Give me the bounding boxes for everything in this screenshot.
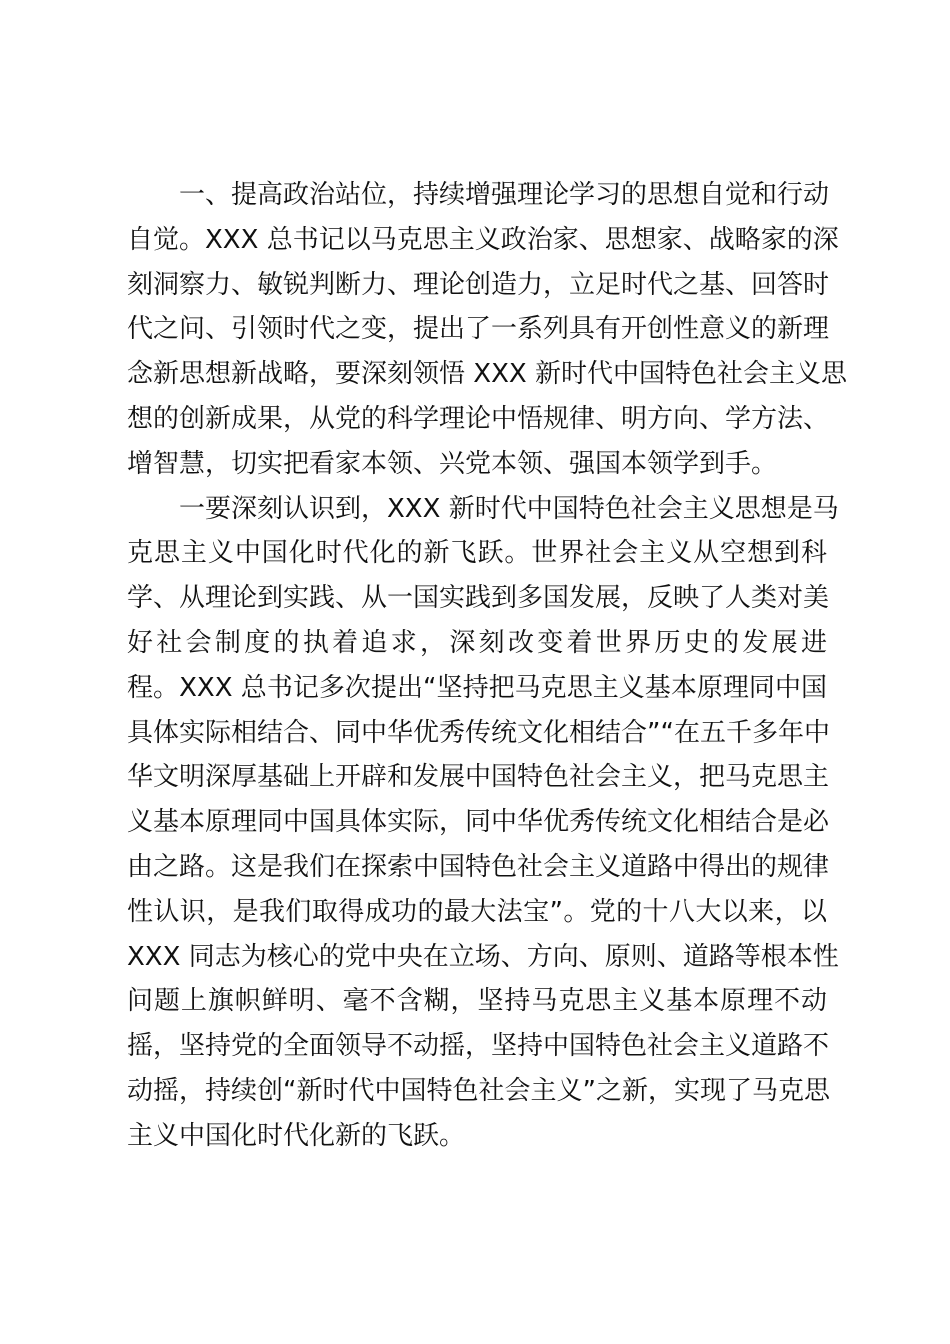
paragraph-line: 刻洞察力、敏锐判断力、理论创造力，立足时代之基、回答时 (127, 269, 830, 300)
paragraph-line: 增智慧，切实把看家本领、兴党本领、强国本领学到手。 (127, 448, 778, 479)
paragraph-line: 克思主义中国化时代化的新飞跃。世界社会主义从空想到科 (127, 538, 827, 569)
paragraph-2 (127, 487, 839, 1159)
paragraph-line: 主义中国化时代化新的飞跃。 (127, 1120, 466, 1151)
paragraph-line: 性认识，是我们取得成功的最大法宝”。党的十八大以来，以 (127, 896, 827, 927)
paragraph-line: 动摇，持续创“新时代中国特色社会主义”之新，实现了马克思 (127, 1075, 830, 1106)
paragraph-1 (127, 173, 847, 487)
paragraph-line: 程。XXX 总书记多次提出“坚持把马克思主义基本原理同中国 (127, 672, 827, 703)
paragraph-line: 一、提高政治站位，持续增强理论学习的思想自觉和行动 (179, 180, 830, 210)
document-body (127, 173, 847, 1159)
paragraph-line: 好社会制度的执着追求，深刻改变着世界历史的发展进 (127, 627, 827, 658)
paragraph-line: 问题上旗帜鲜明、毫不含糊，坚持马克思主义基本原理不动 (127, 986, 827, 1017)
paragraph-line: XXX 同志为核心的党中央在立场、方向、原则、道路等根本性 (127, 941, 839, 972)
paragraph-line: 代之问、引领时代之变，提出了一系列具有开创性意义的新理 (127, 314, 830, 345)
paragraph-line: 学、从理论到实践、从一国实践到多国发展，反映了人类对美 (127, 583, 830, 614)
paragraph-line: 自觉。XXX 总书记以马克思主义政治家、思想家、战略家的深 (127, 224, 839, 255)
paragraph-line: 摇，坚持党的全面领导不动摇，坚持中国特色社会主义道路不 (127, 1031, 830, 1062)
paragraph-line: 念新思想新战略，要深刻领悟 XXX 新时代中国特色社会主义思 (127, 359, 847, 390)
paragraph-line: 想的创新成果，从党的科学理论中悟规律、明方向、学方法、 (127, 403, 830, 434)
paragraph-line: 一要深刻认识到，XXX 新时代中国特色社会主义思想是马 (179, 493, 839, 524)
paragraph-line: 由之路。这是我们在探索中国特色社会主义道路中得出的规律 (127, 851, 830, 882)
paragraph-line: 义基本原理同中国具体实际，同中华优秀传统文化相结合是必 (127, 807, 830, 838)
paragraph-line: 具体实际相结合、同中华优秀传统文化相结合”“在五千多年中 (127, 717, 830, 748)
paragraph-line: 华文明深厚基础上开辟和发展中国特色社会主义，把马克思主 (127, 762, 830, 793)
